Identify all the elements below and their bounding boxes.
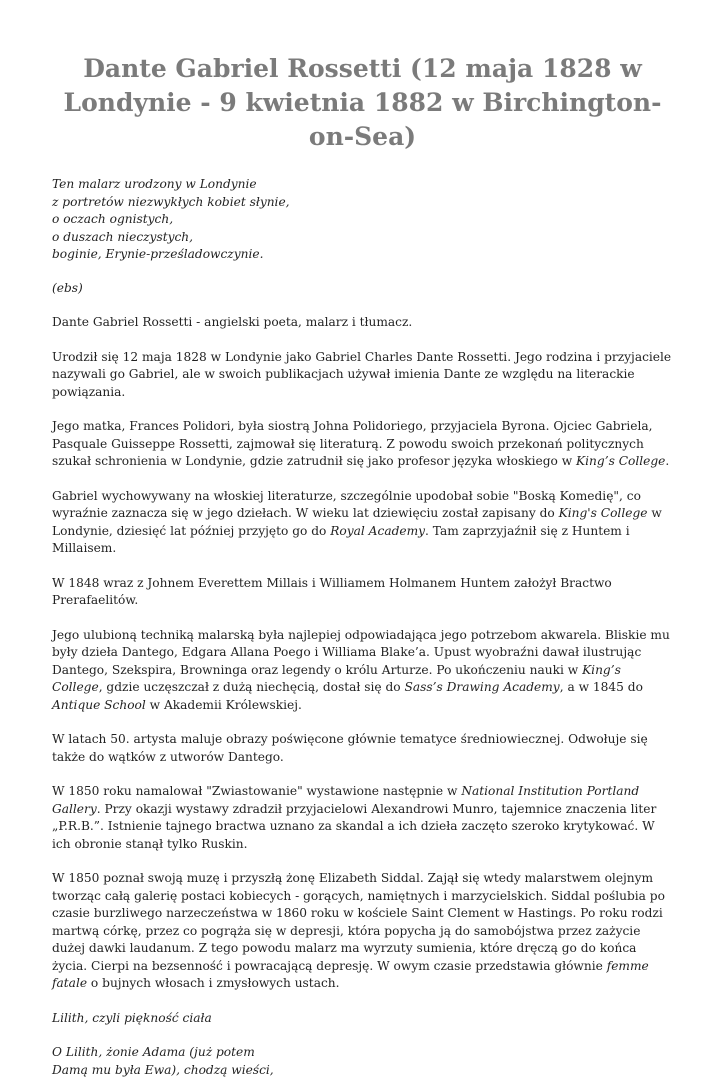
intro-poem [52, 176, 673, 264]
page-title: Dante Gabriel Rossetti (12 maja 1828 w Londynie - 9 kwietnia 1882 w Birchington-on-Sea) [52, 52, 673, 154]
poem-line: O Lilith, żonie Adama (już potem [52, 1044, 673, 1062]
emphasis: Sass’s Drawing Academy [405, 680, 560, 694]
text-run: Jego ulubioną techniką malarską była najlepiej odpowiadająca jego potrzebom akwarela. Bliskie mu były dzieła Dantego, Edgara Allana Poego i Williama Blake’a. Upust wyobraźni dawał ilustrując Dantego, Szekspira, Browninga oraz legendy o królu Arturze. Po ukończeniu nauki w [52, 628, 670, 677]
poem-line: o oczach ognistych, [52, 211, 673, 229]
poem-line: z portretów niezwykłych kobiet słynie, [52, 194, 673, 212]
paragraph-siddal [52, 870, 673, 993]
poem2-title: Lilith, czyli piękność ciała [52, 1010, 673, 1028]
text-run: . Tam zaprzyjaźnił się z Huntem i Millaisem. [52, 524, 630, 556]
text-run: Jego matka, Frances Polidori, była siostrą Johna Polidoriego, przyjaciela Byrona. Ojciec Gabriela, Pasquale Guisseppe Rossetti, zajmował się literaturą. Z powodu swoich przekonań politycznych szukał schronienia w Londynie, gdzie zatrudnił się jako profesor języka włoskiego w [52, 419, 653, 468]
emphasis: King’s College [576, 454, 665, 468]
emphasis: King's College [559, 506, 648, 520]
poem-line: o duszach nieczystych, [52, 229, 673, 247]
text-run: , gdzie uczęszczał z dużą niechęcią, dostał się do [99, 680, 405, 694]
text-run: W 1850 roku namalował "Zwiastowanie" wystawione następnie w [52, 784, 461, 798]
emphasis: Antique School [52, 698, 146, 712]
paragraph-technique [52, 627, 673, 715]
emphasis: Royal Academy [330, 524, 425, 538]
text-run: w Londynie, dziesięć lat później przyjęto go do [52, 506, 662, 538]
text-run: w Akademii Królewskiej. [146, 698, 302, 712]
emphasis: King’s College [52, 663, 621, 695]
text-run: . Przy okazji wystawy zdradził przyjacielowi Alexandrowi Munro, tajemnice znaczenia liter „P.R.B.”. Istnienie tajnego bractwa uznano za skandal a ich dzieła zaczęto szeroko krytykować. W ich obronie stanął tylko Ruskin. [52, 802, 656, 851]
text-run: Gabriel wychowywany na włoskiej literaturze, szczególnie upodobał sobie "Boską Komedię", co wyraźnie zaznacza się w jego dziełach. W wieku lat dziewięciu został zapisany do [52, 489, 641, 521]
poem-line: Damą mu była Ewa), chodzą wieści, [52, 1062, 673, 1079]
emphasis: femme fatale [52, 959, 649, 991]
paragraph-intro: Dante Gabriel Rossetti - angielski poeta, malarz i tłumacz. [52, 314, 673, 332]
text-run: o bujnych włosach i zmysłowych ustach. [87, 976, 339, 990]
emphasis: National Institution Portland Gallery [52, 784, 639, 816]
paragraph-fifties: W latach 50. artysta maluje obrazy poświęcone głównie tematyce średniowiecznej. Odwołuje się także do wątków z utworów Dantego. [52, 731, 673, 766]
text-run: , a w 1845 do [560, 680, 643, 694]
paragraph-family [52, 418, 673, 471]
paragraph-brotherhood: W 1848 wraz z Johnem Everettem Millais i Williamem Holmanem Huntem założył Bractwo Prerafaelitów. [52, 575, 673, 610]
poem-line: Ten malarz urodzony w Londynie [52, 176, 673, 194]
text-run: W 1850 poznał swoją muzę i przyszłą żonę Elizabeth Siddal. Zajął się wtedy malarstwem olejnym tworząc całą galerię postaci kobiecych - gorących, namiętnych i marzycielskich. Siddal poślubia po czasie burzliwego narzeczeństwa w 1860 roku w kościele Saint Clement w Hastings. Po roku rodzi martwą córkę, przez co pogrąża się w depresji, która popycha ją do samobójstwa przez zażycie dużej dawki laudanum. Z tego powodu malarz ma wyrzuty sumienia, które dręczą go do końca życia. Cierpi na bezsenność i powracającą depresję. W owym czasie przedstawia głównie [52, 871, 665, 973]
poem-line: boginie, Erynie-prześladowczynie. [52, 246, 673, 264]
paragraph-annunciation [52, 783, 673, 853]
poem-author: (ebs) [52, 280, 673, 298]
paragraph-birth: Urodził się 12 maja 1828 w Londynie jako Gabriel Charles Dante Rossetti. Jego rodzina i przyjaciele nazywali go Gabriel, ale w swoich publikacjach używał imienia Dante ze względu na literackie powiązania. [52, 349, 673, 402]
text-run: . [665, 454, 669, 468]
poem2 [52, 1044, 673, 1079]
paragraph-education [52, 488, 673, 558]
